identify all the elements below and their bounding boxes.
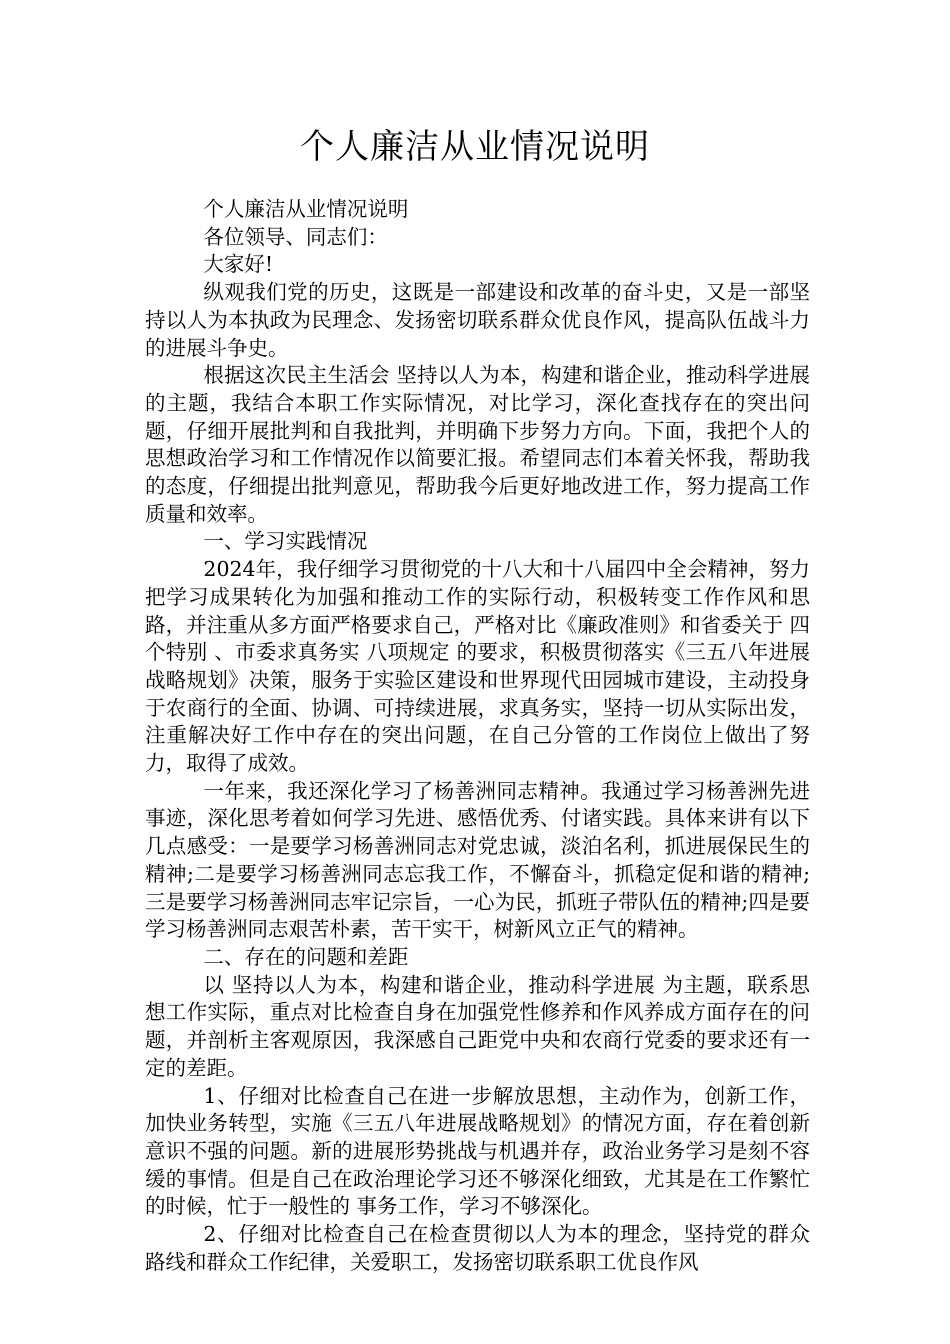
body-paragraph: 根据这次民主生活会 坚持以人为本，构建和谐企业，推动科学进展 的主题，我结合本职工作实际情况，对比学习，深化查找存在的突出问题，仔细开展批判和自我批判，并明确下步努力方向。下面，我把个人的思想政治学习和工作情况作以简要汇报。希望同志们本着关怀我，帮助我的态度，仔细提出批判意见，帮助我今后更好地改进工作，努力提高工作质量和效率。 (145, 363, 810, 526)
body-paragraph: 2、仔细对比检查自己在检查贯彻以人为本的理念，坚持党的群众路线和群众工作纪律，关爱职工，发扬密切联系职工优良作风 (145, 1222, 810, 1274)
body-paragraph: 各位领导、同志们： (203, 224, 388, 249)
body-paragraph: 大家好! (203, 252, 274, 277)
body-paragraph: 个人廉洁从业情况说明 (203, 197, 409, 221)
body-paragraph: 纵观我们党的历史，这既是一部建设和改革的奋斗史，又是一部坚持以人为本执政为民理念、发扬密切联系群众优良作风，提高队伍战斗力的进展斗争史。 (145, 280, 810, 360)
section-heading: 一、学习实践情况 (203, 529, 368, 554)
section-heading: 二、存在的问题和差距 (203, 944, 409, 969)
body-paragraph: 2024年，我仔细学习贯彻党的十八大和十八届四中全会精神，努力把学习成果转化为加强和推动工作的实际行动，积极转变工作作风和思路，并注重从多方面严格要求自己，严格对比《廉政准则》和省委关于 四个特别 、市委求真务实 八项规定 的要求，积极贯彻落实《三五八年进展战略规划》决策，服务于实验区建设和世界现代田园城市建设，主动投身于农商行的全面、协调、可持续进展，求真务实，坚持一切从实际出发，注重解决好工作中存在的突出问题，在自己分管的工作岗位上做出了努力，取得了成效。 (145, 557, 810, 776)
document-body (145, 196, 810, 1276)
body-paragraph: 1、仔细对比检查自己在进一步解放思想，主动作为，创新工作，加快业务转型，实施《三五八年进展战略规划》的情况方面，存在着创新意识不强的问题。新的进展形势挑战与机遇并存，政治业务学习是刻不容缓的事情。但是自己在政治理论学习还不够深化细致，尤其是在工作繁忙的时候，忙于一般性的 事务工作，学习不够深化。 (145, 1083, 810, 1219)
body-paragraph: 一年来，我还深化学习了杨善洲同志精神。我通过学习杨善洲先进事迹，深化思考着如何学习先进、感悟优秀、付诸实践。具体来讲有以下几点感受：一是要学习杨善洲同志对党忠诚，淡泊名利，抓进展保民生的精神;二是要学习杨善洲同志忘我工作，不懈奋斗，抓稳定促和谐的精神;三是要学习杨善洲同志牢记宗旨，一心为民，抓班子带队伍的精神;四是要学习杨善洲同志艰苦朴素，苦干实干，树新风立正气的精神。 (145, 778, 810, 942)
document-title: 个人廉洁从业情况说明 (300, 127, 650, 167)
body-paragraph: 以 坚持以人为本，构建和谐企业，推动科学进展 为主题，联系思想工作实际，重点对比检查自身在加强党性修养和作风养成方面存在的问题，并剖析主客观原因，我深感自己距党中央和农商行党委的要求还有一定的差距。 (145, 972, 810, 1080)
